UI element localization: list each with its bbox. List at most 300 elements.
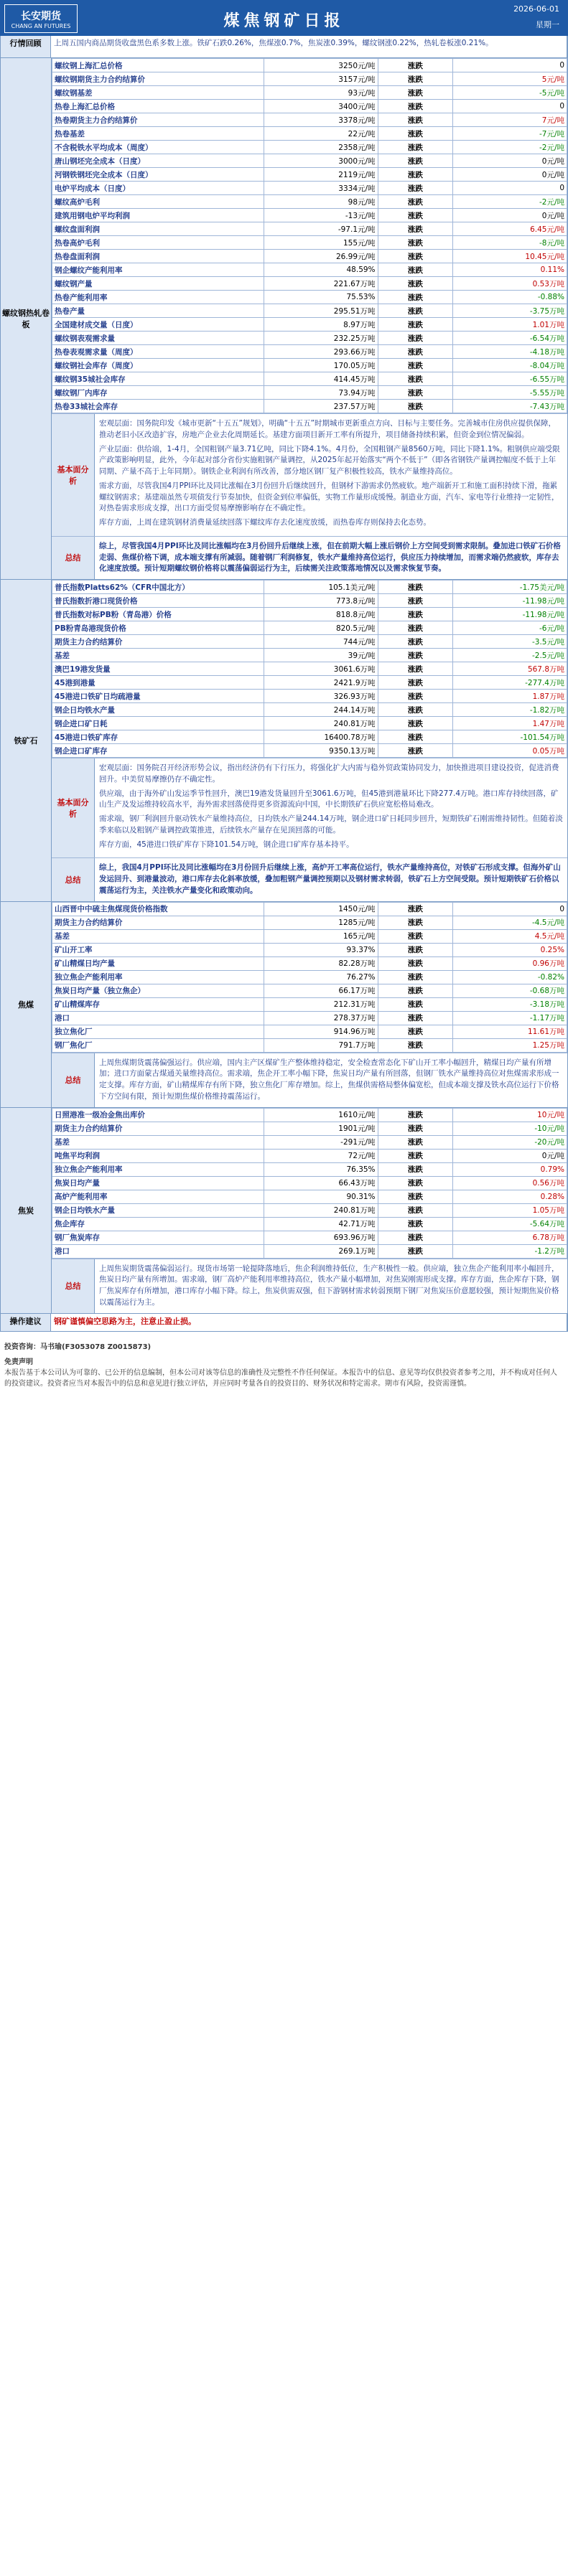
iron-metric-change: 1.47万吨 (453, 717, 567, 730)
coking-coal-metric-value: 1450元/吨 (264, 902, 378, 916)
rebar-metric-value: 170.05万吨 (264, 359, 378, 372)
iron-metric-name: 45港进口铁矿日均疏港量 (52, 690, 264, 703)
coking-coal-metric-trend-label: 涨跌 (378, 970, 453, 984)
report-date: 2026-06-01 (513, 4, 559, 14)
coke-metric-trend-label: 涨跌 (378, 1149, 453, 1162)
rebar-metric-name: 热卷产能利用率 (52, 291, 264, 304)
coking-coal-metric-name: 独立焦化厂 (52, 1025, 264, 1038)
rebar-metric-trend-label: 涨跌 (378, 195, 453, 209)
rebar-metric-row (52, 400, 567, 413)
iron-metric-trend-label: 涨跌 (378, 580, 453, 594)
iron-metric-change: -11.98元/吨 (453, 594, 567, 608)
rebar-metric-change: 0 (453, 59, 567, 72)
rebar-metric-trend-label: 涨跌 (378, 304, 453, 318)
coke-metric-change: 0.79% (453, 1162, 567, 1176)
rebar-metric-change: 0元/吨 (453, 209, 567, 222)
rebar-metric-name: 螺纹钢社会库存（周度） (52, 359, 264, 372)
rebar-metric-name: 唐山钢坯完全成本（日度） (52, 154, 264, 168)
iron-metric-name: 钢企进口矿库存 (52, 744, 264, 758)
iron-metric-change: -3.5元/吨 (453, 635, 567, 649)
iron-metric-value: 240.81万吨 (264, 717, 378, 730)
coking-coal-metric-trend-label: 涨跌 (378, 984, 453, 997)
coke-metric-row (52, 1108, 567, 1122)
rebar-metric-trend-label: 涨跌 (378, 400, 453, 413)
iron-metric-value: 3061.6万吨 (264, 662, 378, 676)
ops-text: 钢矿谨慎偏空思路为主，注意止盈止损。 (51, 1314, 567, 1331)
rebar-metric-value: 73.94万吨 (264, 386, 378, 400)
coke-metric-change: -1.2万吨 (453, 1244, 567, 1258)
rebar-metric-value: 232.25万吨 (264, 332, 378, 345)
coking-coal-metric-change: 11.61万吨 (453, 1025, 567, 1038)
iron-metrics-table (52, 580, 567, 758)
rebar-metric-change: 0 (453, 100, 567, 113)
coking-coal-section (0, 902, 568, 1108)
rebar-metric-value: 295.51万吨 (264, 304, 378, 318)
rebar-metric-row (52, 386, 567, 400)
rebar-metric-value: 3000元/吨 (264, 154, 378, 168)
coke-metric-name: 焦炭日均产量 (52, 1176, 264, 1190)
rebar-metric-name: 螺纹钢表观需求量 (52, 332, 264, 345)
coking-coal-metric-change: 0.96万吨 (453, 956, 567, 970)
rebar-metric-row (52, 359, 567, 372)
iron-metric-trend-label: 涨跌 (378, 744, 453, 758)
coking-coal-metric-trend-label: 涨跌 (378, 997, 453, 1011)
coking-coal-metric-name: 矿山开工率 (52, 943, 264, 956)
coke-metric-value: 269.1万吨 (264, 1244, 378, 1258)
coking-coal-metric-name: 焦炭日均产量（独立焦企） (52, 984, 264, 997)
coke-metric-change: 6.78万吨 (453, 1231, 567, 1244)
coke-metric-value: 693.96万吨 (264, 1231, 378, 1244)
rebar-metric-trend-label: 涨跌 (378, 113, 453, 127)
rebar-metric-change: -0.88% (453, 291, 567, 304)
coking-coal-metric-trend-label: 涨跌 (378, 902, 453, 916)
coke-metric-row (52, 1149, 567, 1162)
rebar-metric-name: 螺纹盘面利润 (52, 222, 264, 236)
coke-metric-value: 1901元/吨 (264, 1122, 378, 1135)
rebar-summary: 综上，尽管我国4月PPI环比及同比涨幅均在3月份回升后继续上涨，但在前期大幅上涨后钢价上方空间受到需求限制。叠加进口铁矿石价格走弱、焦煤价格下调，成本端支撑有所减弱。随着钢厂利润修复，铁水产量维持高位运行，供应压力持续增加，而需求端仍然疲软，库存去化速度放缓。预计短期螺纹钢价格将以震荡偏弱运行为主，后续需关注政策落地情况以及需求恢复节奏。 (99, 541, 561, 573)
coke-metric-trend-label: 涨跌 (378, 1108, 453, 1122)
rebar-metric-value: 2358元/吨 (264, 141, 378, 154)
coke-metric-trend-label: 涨跌 (378, 1244, 453, 1258)
iron-metric-name: 基差 (52, 649, 264, 662)
coking-coal-metric-row (52, 916, 567, 929)
coke-metric-trend-label: 涨跌 (378, 1135, 453, 1149)
iron-metric-name: 普氏指数对标PB粉（青岛港）价格 (52, 608, 264, 621)
rebar-analysis (95, 414, 567, 536)
coking-coal-metric-value: 165元/吨 (264, 929, 378, 943)
coking-coal-metric-trend-label: 涨跌 (378, 929, 453, 943)
coking-coal-metric-value: 212.31万吨 (264, 997, 378, 1011)
rebar-metric-row (52, 318, 567, 332)
rebar-metric-trend-label: 涨跌 (378, 372, 453, 386)
rebar-title: 螺纹钢热轧卷板 (2, 309, 50, 329)
rebar-metric-change: 1.01万吨 (453, 318, 567, 332)
rebar-metric-name: 热卷期货主力合约结算价 (52, 113, 264, 127)
iron-metric-value: 244.14万吨 (264, 703, 378, 717)
iron-metric-name: 普氏指数Platts62%（CFR中国北方） (52, 580, 264, 594)
iron-metric-row (52, 608, 567, 621)
rebar-metric-row (52, 291, 567, 304)
coke-metric-change: -5.64万吨 (453, 1217, 567, 1231)
coke-metric-row (52, 1122, 567, 1135)
iron-metric-row (52, 621, 567, 635)
coke-metric-trend-label: 涨跌 (378, 1176, 453, 1190)
rebar-metric-row (52, 127, 567, 141)
rebar-metric-change: 0元/吨 (453, 168, 567, 182)
rebar-metric-row (52, 72, 567, 86)
coking-coal-metric-change: -0.82% (453, 970, 567, 984)
rebar-metric-trend-label: 涨跌 (378, 182, 453, 195)
iron-metric-change: -277.4万吨 (453, 676, 567, 690)
iron-metric-trend-label: 涨跌 (378, 608, 453, 621)
rebar-metric-trend-label: 涨跌 (378, 86, 453, 100)
coke-metric-name: 基差 (52, 1135, 264, 1149)
coke-metric-name: 焦企库存 (52, 1217, 264, 1231)
rebar-metric-value: 3334元/吨 (264, 182, 378, 195)
coke-metric-name: 高炉产能利用率 (52, 1190, 264, 1203)
rebar-metric-value: 3378元/吨 (264, 113, 378, 127)
coking-coal-metric-name: 港口 (52, 1011, 264, 1025)
ops-label: 操作建议 (1, 1314, 51, 1331)
rebar-metric-name: 热卷盘面利润 (52, 250, 264, 263)
iron-title: 铁矿石 (14, 735, 38, 746)
coke-metric-row (52, 1190, 567, 1203)
coke-metric-trend-label: 涨跌 (378, 1122, 453, 1135)
rebar-metric-change: -6.55万吨 (453, 372, 567, 386)
coking-coal-metric-change: -0.68万吨 (453, 984, 567, 997)
ops-row (0, 1314, 568, 1332)
rebar-metric-value: 3400元/吨 (264, 100, 378, 113)
coke-metric-change: 10元/吨 (453, 1108, 567, 1122)
rebar-metric-change: 7元/吨 (453, 113, 567, 127)
coking-coal-metric-row (52, 956, 567, 970)
iron-metric-row (52, 662, 567, 676)
rebar-metric-name: 热卷上海汇总价格 (52, 100, 264, 113)
coke-metric-name: 钢厂焦炭库存 (52, 1231, 264, 1244)
rebar-analysis-p3: 需求方面，尽管我国4月PPI环比及同比涨幅在3月份回升后继续回升，但钢材下游需求仍然疲软。地产端新开工和施工面积持续下滑，拖累螺纹钢需求；基建端虽然专项债发行节奏加快，但资金到位率偏低，实物工作量形成缓慢。制造业方面，汽车、家电等行业维持一定韧性，对热卷需求形成支撑，出口方面受贸易摩擦影响存在不确定性。 (99, 481, 559, 513)
coking-coal-metric-name: 矿山精煤库存 (52, 997, 264, 1011)
iron-metric-change: 0.05万吨 (453, 744, 567, 758)
rebar-metric-name: 建筑用钢电炉平均利润 (52, 209, 264, 222)
iron-metric-value: 105.1美元/吨 (264, 580, 378, 594)
rebar-metric-value: 93元/吨 (264, 86, 378, 100)
rebar-metric-name: 螺纹钢上海汇总价格 (52, 59, 264, 72)
iron-basic-label: 基本面分析 (52, 758, 95, 857)
coke-metric-value: 90.31% (264, 1190, 378, 1203)
coking-coal-metric-name: 期货主力合约结算价 (52, 916, 264, 929)
iron-metric-row (52, 676, 567, 690)
iron-analysis-p3: 需求端，钢厂利润回升驱动铁水产量维持高位，日均铁水产量244.14万吨，钢企进口矿日耗同步回升，短期铁矿石刚需维持韧性。但随着淡季来临以及粗钢产量调控政策推进，后续铁水产量存在见顶回落的可能。 (99, 814, 563, 835)
coke-metric-name: 期货主力合约结算价 (52, 1122, 264, 1135)
rebar-metric-value: 26.99元/吨 (264, 250, 378, 263)
coke-metric-value: 240.81万吨 (264, 1203, 378, 1217)
overview-label: 行情回顾 (1, 36, 51, 57)
coke-metric-row (52, 1244, 567, 1258)
rebar-metric-change: 10.45元/吨 (453, 250, 567, 263)
coking-coal-metric-change: 1.25万吨 (453, 1038, 567, 1052)
iron-analysis-p4: 库存方面，45港进口铁矿库存下降101.54万吨，钢企进口矿库存基本持平。 (99, 840, 354, 849)
rebar-metric-row (52, 195, 567, 209)
rebar-metric-trend-label: 涨跌 (378, 291, 453, 304)
coking-coal-metric-change: -4.5元/吨 (453, 916, 567, 929)
iron-metric-row (52, 580, 567, 594)
report-header (0, 0, 568, 36)
rebar-metric-value: 22元/吨 (264, 127, 378, 141)
rebar-metric-change: 0元/吨 (453, 154, 567, 168)
iron-metric-name: 普氏指数折港口现货价格 (52, 594, 264, 608)
coke-metric-change: 0元/吨 (453, 1149, 567, 1162)
rebar-metrics-table (52, 58, 567, 413)
coke-summary: 上周焦炭期货震荡偏弱运行。现货市场第一轮提降落地后，焦企利润维持低位，生产积极性一般。供应端，独立焦企产能利用率小幅回升，焦炭日均产量有所增加。需求端，钢厂高炉产能利用率维持高位，铁水产量小幅增加，对焦炭刚需形成支撑。库存方面，焦企库存下降，钢厂焦炭库存有所增加，港口库存小幅下降。综上，焦炭供需双强，但下游钢材需求转弱预期下钢厂对焦炭压价意愿较强，预计短期焦炭价格以震荡运行为主。 (99, 1264, 559, 1307)
iron-metric-name: 45港进口铁矿库存 (52, 730, 264, 744)
rebar-metric-row (52, 100, 567, 113)
iron-metric-change: 1.87万吨 (453, 690, 567, 703)
rebar-metric-change: -6.54万吨 (453, 332, 567, 345)
coking-coal-metric-value: 66.17万吨 (264, 984, 378, 997)
coke-metric-name: 独立焦企产能利用率 (52, 1162, 264, 1176)
coking-coal-metric-name: 山西晋中中硫主焦煤现货价格指数 (52, 902, 264, 916)
rebar-metric-trend-label: 涨跌 (378, 236, 453, 250)
coking-coal-metric-value: 76.27% (264, 970, 378, 984)
rebar-metric-trend-label: 涨跌 (378, 277, 453, 291)
iron-metric-trend-label: 涨跌 (378, 690, 453, 703)
coke-metric-name: 钢企日均铁水产量 (52, 1203, 264, 1217)
iron-metric-value: 9350.13万吨 (264, 744, 378, 758)
coke-section (0, 1108, 568, 1314)
rebar-metric-trend-label: 涨跌 (378, 168, 453, 182)
rebar-metric-row (52, 154, 567, 168)
rebar-metric-trend-label: 涨跌 (378, 386, 453, 400)
coke-metric-name: 吨焦平均利润 (52, 1149, 264, 1162)
iron-metric-value: 818.8元/吨 (264, 608, 378, 621)
coke-metric-value: 72元/吨 (264, 1149, 378, 1162)
coking-coal-metric-trend-label: 涨跌 (378, 1011, 453, 1025)
coking-coal-metric-change: 0 (453, 902, 567, 916)
coke-metric-value: -291元/吨 (264, 1135, 378, 1149)
coke-metric-trend-label: 涨跌 (378, 1231, 453, 1244)
rebar-metric-row (52, 250, 567, 263)
rebar-analysis-p4: 库存方面，上周在建筑钢材消费量延续回落下螺纹库存去化速度放缓，而热卷库存则保持去化态势。 (99, 518, 431, 527)
coke-metric-value: 42.71万吨 (264, 1217, 378, 1231)
coking-coal-metric-trend-label: 涨跌 (378, 1025, 453, 1038)
rebar-metric-trend-label: 涨跌 (378, 359, 453, 372)
disclaimer-title: 免责声明 (4, 1358, 33, 1366)
logo-en: CHANG AN FUTURES (11, 22, 71, 29)
rebar-metric-name: 不含税铁水平均成本（周度） (52, 141, 264, 154)
rebar-metric-name: 钢企螺纹产能利用率 (52, 263, 264, 277)
rebar-metric-value: 98元/吨 (264, 195, 378, 209)
rebar-metric-trend-label: 涨跌 (378, 72, 453, 86)
rebar-metric-value: 237.57万吨 (264, 400, 378, 413)
iron-metric-name: 钢企进口矿日耗 (52, 717, 264, 730)
overview-row (0, 36, 568, 58)
iron-analysis-p2: 供应端，由于海外矿山发运季节性回升，澳巴19港发货量回升至3061.6万吨，但45港到港量环比下降277.4万吨。港口库存持续回落，矿山生产及发运维持较高水平，海外需求回落使得更多资源流向中国，中长期铁矿石供应宽松格局难改。 (99, 789, 559, 809)
coke-title: 焦炭 (18, 1205, 34, 1216)
coking-coal-metric-row (52, 1011, 567, 1025)
iron-metric-trend-label: 涨跌 (378, 594, 453, 608)
rebar-metric-name: 电炉平均成本（日度） (52, 182, 264, 195)
rebar-metric-change: -2元/吨 (453, 141, 567, 154)
iron-analysis-p1: 宏观层面：国务院召开经济形势会议，指出经济仍有下行压力，将强化扩大内需与稳外贸政策协同发力，加快推进项目建设投资，促进消费回升。中美贸易摩擦仍存不确定性。 (99, 763, 559, 784)
iron-metric-row (52, 594, 567, 608)
coke-metric-row (52, 1217, 567, 1231)
coking-coal-metrics-table (52, 902, 567, 1053)
iron-metric-trend-label: 涨跌 (378, 676, 453, 690)
iron-metric-name: 期货主力合约结算价 (52, 635, 264, 649)
iron-metric-row (52, 635, 567, 649)
rebar-metric-change: 0.11% (453, 263, 567, 277)
coking-coal-metric-trend-label: 涨跌 (378, 956, 453, 970)
iron-metric-change: 567.8万吨 (453, 662, 567, 676)
coking-coal-metric-value: 278.37万吨 (264, 1011, 378, 1025)
disclaimer-text: 本报告基于本公司认为可靠的、已公开的信息编制，但本公司对该等信息的准确性及完整性不作任何保证。本报告中的信息、意见等均仅供投资者参考之用，并不构成对任何人的投资建议。投资者应当对本报告中的信息和意见进行独立评估，并应同时考量各自的投资目的、财务状况和特定需求。期市有风险，投资需谨慎。 (4, 1368, 557, 1388)
iron-metric-trend-label: 涨跌 (378, 649, 453, 662)
coking-coal-metric-value: 914.96万吨 (264, 1025, 378, 1038)
coking-coal-metric-name: 基差 (52, 929, 264, 943)
iron-metric-row (52, 649, 567, 662)
rebar-basic-label: 基本面分析 (52, 414, 95, 536)
iron-metric-trend-label: 涨跌 (378, 730, 453, 744)
rebar-metric-trend-label: 涨跌 (378, 345, 453, 359)
coking-coal-metric-value: 93.37% (264, 943, 378, 956)
coke-metric-row (52, 1135, 567, 1149)
rebar-metric-trend-label: 涨跌 (378, 100, 453, 113)
rebar-metric-row (52, 372, 567, 386)
coke-metric-change: 1.05万吨 (453, 1203, 567, 1217)
rebar-metric-trend-label: 涨跌 (378, 59, 453, 72)
iron-metric-value: 39元/吨 (264, 649, 378, 662)
rebar-metric-row (52, 304, 567, 318)
rebar-metric-trend-label: 涨跌 (378, 141, 453, 154)
coking-coal-metric-row (52, 943, 567, 956)
coke-metric-value: 66.43万吨 (264, 1176, 378, 1190)
iron-metric-trend-label: 涨跌 (378, 703, 453, 717)
rebar-analysis-p2: 产业层面：供给端，1-4月，全国粗钢产量3.71亿吨，同比下降4.1%。4月份，全国粗钢产量8560万吨，同比下降1.1%。粗钢供应端受限产政策影响明显，此外，今年起对部分省份实施粗钢产量调控，从2025年起开始落实“两个不低于”（即各省钢铁产量调控幅度不低于上年同期、产量不高于上年同期）。钢铁企业利润有所改善，部分地区钢厂复产积极性较高，铁水产量维持高位。 (99, 444, 560, 476)
coking-coal-metric-row (52, 929, 567, 943)
rebar-section (0, 58, 568, 580)
coking-coal-metric-name: 独立焦企产能利用率 (52, 970, 264, 984)
coking-coal-metric-row (52, 997, 567, 1011)
rebar-metric-name: 热卷高炉毛利 (52, 236, 264, 250)
rebar-metric-value: 8.97万吨 (264, 318, 378, 332)
rebar-metric-change: -5.55万吨 (453, 386, 567, 400)
overview-text: 上周五国内商品期货收盘黑色系多数上涨。铁矿石跌0.26%，焦煤涨0.7%，焦炭涨0.39%，螺纹钢涨0.22%，热轧卷板涨0.21%。 (51, 36, 567, 57)
coking-coal-metric-row (52, 984, 567, 997)
rebar-metric-name: 热卷33城社会库存 (52, 400, 264, 413)
rebar-metric-value: 3157元/吨 (264, 72, 378, 86)
rebar-metric-row (52, 222, 567, 236)
iron-metric-row (52, 717, 567, 730)
iron-metric-value: 744元/吨 (264, 635, 378, 649)
rebar-metric-change: -5元/吨 (453, 86, 567, 100)
rebar-metric-name: 螺纹钢35城社会库存 (52, 372, 264, 386)
coke-metric-trend-label: 涨跌 (378, 1162, 453, 1176)
rebar-metric-name: 热卷表观需求量（周度） (52, 345, 264, 359)
rebar-metric-row (52, 263, 567, 277)
coking-coal-metric-change: 0.25% (453, 943, 567, 956)
rebar-metric-trend-label: 涨跌 (378, 222, 453, 236)
rebar-metric-row (52, 168, 567, 182)
coking-coal-metric-trend-label: 涨跌 (378, 916, 453, 929)
iron-metric-name: 澳巴19港发货量 (52, 662, 264, 676)
rebar-metric-change: -8元/吨 (453, 236, 567, 250)
iron-metric-trend-label: 涨跌 (378, 635, 453, 649)
coke-metric-change: -20元/吨 (453, 1135, 567, 1149)
coking-coal-metric-change: -1.17万吨 (453, 1011, 567, 1025)
coke-metric-row (52, 1231, 567, 1244)
report-weekday: 星期一 (536, 20, 559, 29)
coking-coal-metric-row (52, 1025, 567, 1038)
coking-coal-metric-change: 4.5元/吨 (453, 929, 567, 943)
rebar-metric-name: 热卷产量 (52, 304, 264, 318)
coke-metric-row (52, 1176, 567, 1190)
coke-metric-change: 0.56万吨 (453, 1176, 567, 1190)
coking-coal-metric-name: 矿山精煤日均产量 (52, 956, 264, 970)
iron-metric-value: 326.93万吨 (264, 690, 378, 703)
rebar-metric-row (52, 141, 567, 154)
rebar-metric-trend-label: 涨跌 (378, 127, 453, 141)
iron-analysis (95, 758, 567, 857)
iron-section (0, 580, 568, 902)
coking-coal-metric-row (52, 970, 567, 984)
rebar-metric-change: -7.43万吨 (453, 400, 567, 413)
coking-coal-metric-value: 791.7万吨 (264, 1038, 378, 1052)
coking-coal-metric-row (52, 902, 567, 916)
coke-metric-row (52, 1162, 567, 1176)
rebar-metric-change: -7元/吨 (453, 127, 567, 141)
coking-coal-metric-trend-label: 涨跌 (378, 1038, 453, 1052)
rebar-analysis-p1: 宏观层面：国务院印发《城市更新“十五五”规划》，明确“十五五”时期城市更新重点方向、目标与主要任务。完善城市住房供应提供保障，推动老旧小区改造扩容，房地产企业去化周期延长。基建方面项目新开工率有所提升，项目储备持续积累，但资金到位情况偏弱。 (99, 419, 557, 439)
coking-coal-metric-change: -3.18万吨 (453, 997, 567, 1011)
coke-summary-label: 总结 (52, 1259, 95, 1313)
rebar-metric-value: 293.66万吨 (264, 345, 378, 359)
coke-metric-trend-label: 涨跌 (378, 1190, 453, 1203)
iron-metric-change: -1.82万吨 (453, 703, 567, 717)
footer (0, 1336, 568, 1392)
rebar-metric-trend-label: 涨跌 (378, 318, 453, 332)
rebar-metric-name: 螺纹钢厂内库存 (52, 386, 264, 400)
coking-coal-metric-row (52, 1038, 567, 1052)
coke-metric-change: 0.28% (453, 1190, 567, 1203)
author-line: 投资咨询：马书瑜(F3053078 Z0015873) (4, 1343, 152, 1351)
iron-metric-change: -101.54万吨 (453, 730, 567, 744)
rebar-metric-change: -3.75万吨 (453, 304, 567, 318)
coke-metric-name: 港口 (52, 1244, 264, 1258)
rebar-metric-name: 热卷基差 (52, 127, 264, 141)
iron-metric-value: 16400.78万吨 (264, 730, 378, 744)
rebar-metric-name: 全国建材成交量（日度） (52, 318, 264, 332)
rebar-metric-value: 48.59% (264, 263, 378, 277)
rebar-metric-row (52, 345, 567, 359)
rebar-metric-value: 2119元/吨 (264, 168, 378, 182)
coke-metric-value: 76.35% (264, 1162, 378, 1176)
rebar-metric-change: -4.18万吨 (453, 345, 567, 359)
rebar-metric-trend-label: 涨跌 (378, 263, 453, 277)
coking-coal-summary: 上周焦煤期货震荡偏强运行。供应端，国内主产区煤矿生产整体维持稳定，安全检查常态化下矿山开工率小幅回升，精煤日均产量有所增加；进口方面蒙古煤通关量维持高位。需求端，焦企开工率小幅下降，焦炭日均产量有所回落，但钢厂铁水产量维持高位对焦煤需求形成一定支撑。库存方面，矿山精煤库存有所下降，独立焦化厂库存增加。综上，焦煤供需格局整体偏宽松，但成本端支撑及铁水高位运行下价格下方空间有限，预计短期焦煤价格维持震荡运行。 (99, 1058, 559, 1101)
rebar-metric-trend-label: 涨跌 (378, 209, 453, 222)
coke-metric-trend-label: 涨跌 (378, 1217, 453, 1231)
rebar-metric-row (52, 86, 567, 100)
iron-metric-trend-label: 涨跌 (378, 717, 453, 730)
rebar-metric-value: 75.53% (264, 291, 378, 304)
rebar-metric-change: 5元/吨 (453, 72, 567, 86)
rebar-metric-name: 螺纹高炉毛利 (52, 195, 264, 209)
iron-metric-trend-label: 涨跌 (378, 662, 453, 676)
rebar-metric-value: -13元/吨 (264, 209, 378, 222)
rebar-metric-change: -2元/吨 (453, 195, 567, 209)
rebar-metric-row (52, 332, 567, 345)
logo-cn: 长安期货 (21, 10, 61, 22)
